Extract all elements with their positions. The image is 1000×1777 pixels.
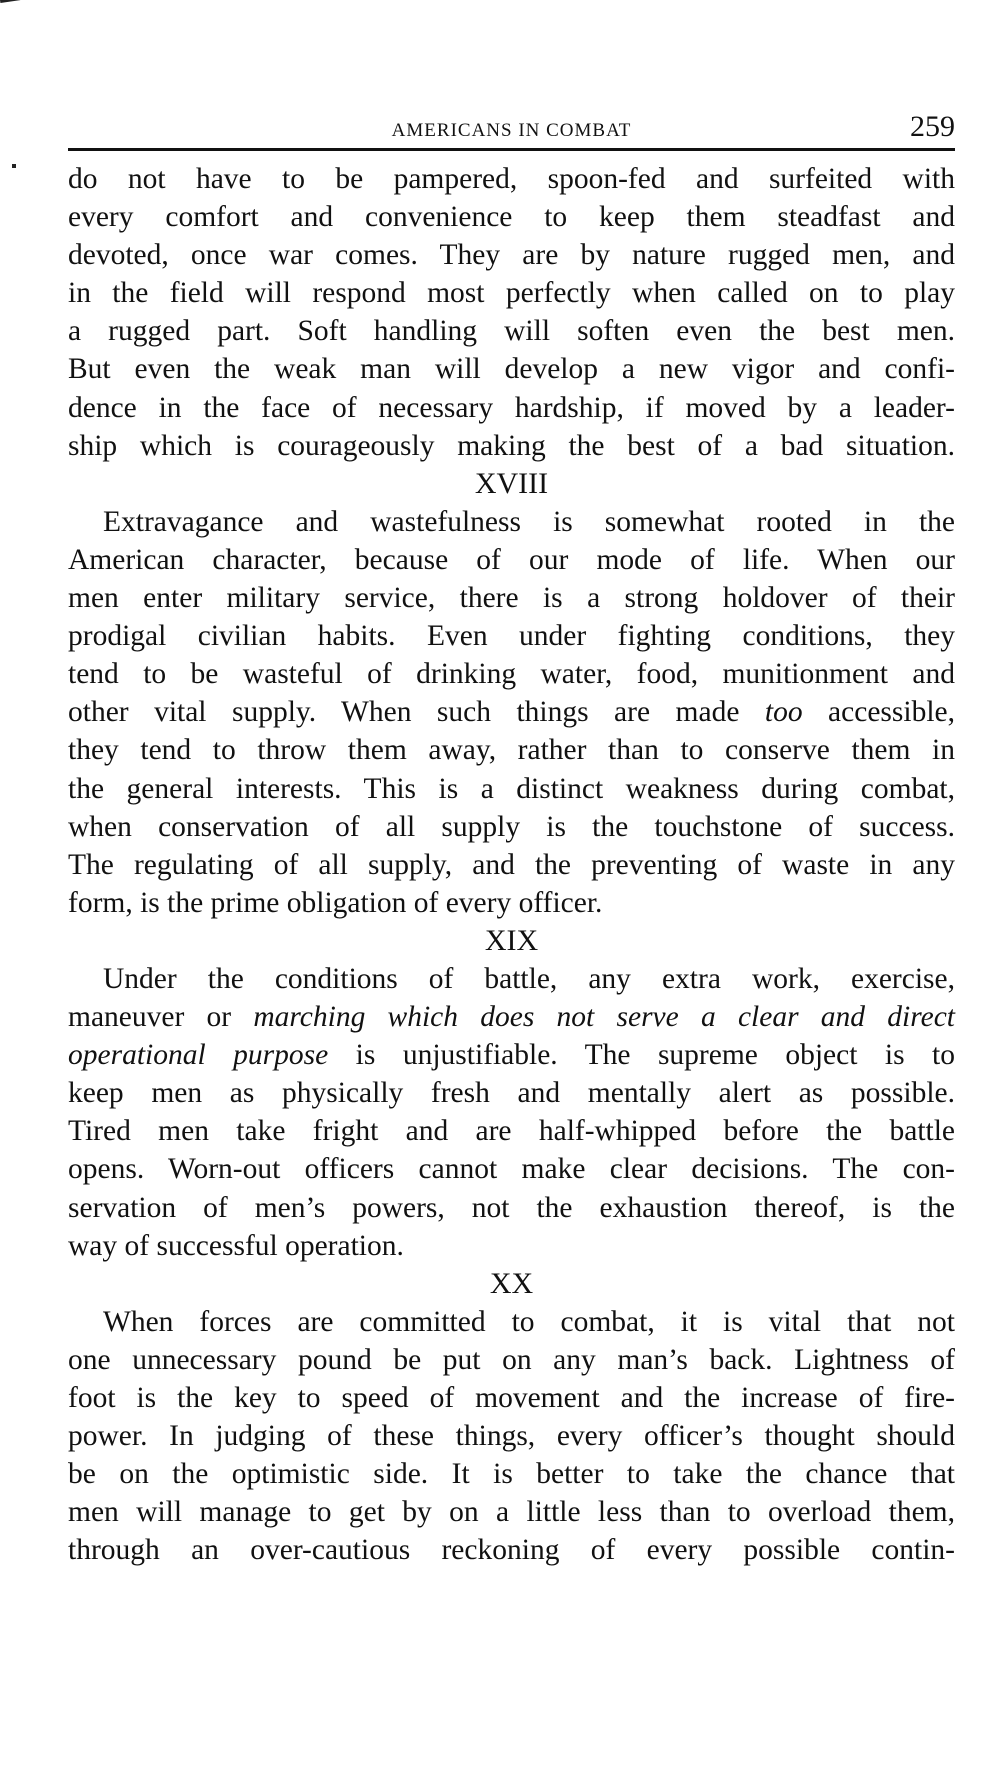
- text-line: do not have to be pampered, spoon-fed and surfeited with: [68, 163, 955, 195]
- section-paragraph-xix: [68, 960, 955, 1265]
- text-line: they tend to throw them away, rather than to conserve them in: [68, 734, 955, 767]
- text-line: keep men as physically fresh and mentally alert as possible.: [68, 1077, 955, 1110]
- page-body: [68, 160, 955, 1569]
- emphasis: operational purpose: [68, 1039, 329, 1072]
- section-paragraph-xx: [68, 1303, 955, 1570]
- text-line: Extravagance and wastefulness is somewhat rooted in the: [103, 505, 955, 538]
- section-heading-xx: XX: [489, 1266, 534, 1300]
- text-line: one unnecessary pound be put on any man’s back. Lightness of: [68, 1343, 955, 1376]
- text-line: prodigal civilian habits. Even under fighting conditions, they: [68, 620, 955, 653]
- section-heading-xix: XIX: [484, 923, 539, 957]
- text-run: other vital supply. When such things are made: [68, 696, 765, 729]
- text-line: Tired men take fright and are half-whipped before the battle: [68, 1115, 955, 1148]
- text-line: in the field will respond most perfectly when called on to play: [68, 277, 955, 310]
- text-line: be on the optimistic side. It is better to take the chance that: [68, 1458, 955, 1491]
- text-line: when conservation of all supply is the touchstone of success.: [68, 810, 955, 843]
- running-title: AMERICANS IN COMBAT: [391, 120, 632, 141]
- text-line: tend to be wasteful of drinking water, food, munitionment and: [68, 658, 955, 691]
- text-line: The regulating of all supply, and the preventing of waste in any: [68, 848, 955, 881]
- continuation-paragraph: [68, 160, 955, 465]
- scan-corner-mark: [0, 0, 20, 3]
- running-head: [68, 108, 955, 151]
- text-line: men enter military service, there is a strong holdover of their: [68, 582, 955, 615]
- text-line: way of successful operation.: [68, 1229, 404, 1262]
- text-line: dence in the face of necessary hardship, if moved by a leader-: [68, 391, 955, 424]
- text-line: every comfort and convenience to keep them steadfast and: [68, 201, 955, 234]
- text-line: devoted, once war comes. They are by nature rugged men, and: [68, 239, 955, 272]
- text-line: When forces are committed to combat, it is vital that not: [103, 1305, 955, 1338]
- text-line: servation of men’s powers, not the exhaustion thereof, is the: [68, 1191, 955, 1224]
- text-line: power. In judging of these things, every officer’s thought should: [68, 1420, 955, 1453]
- text-line: Under the conditions of battle, any extra work, exercise,: [103, 962, 955, 995]
- text-line: foot is the key to speed of movement and the increase of fire-: [68, 1382, 955, 1414]
- text-line: American character, because of our mode of life. When our: [68, 543, 955, 576]
- page-number: 259: [910, 110, 955, 143]
- text-run: is unjustifiable. The supreme object is to: [328, 1039, 956, 1072]
- scan-speck: [12, 164, 16, 168]
- text-line: men will manage to get by on a little less than to overload them,: [68, 1496, 955, 1529]
- text-line: form, is the prime obligation of every officer.: [68, 886, 603, 919]
- text-line-with-emphasis: [68, 693, 955, 731]
- text-line-with-emphasis: [68, 998, 955, 1036]
- text-line: through an over-cautious reckoning of every possible contin-: [68, 1534, 955, 1567]
- section-paragraph-xviii: [68, 503, 955, 922]
- text-line: ship which is courageously making the best of a bad situation.: [68, 429, 955, 462]
- emphasis: marching which does not serve a clear and direct: [253, 1001, 955, 1034]
- emphasis: too: [764, 696, 803, 729]
- text-run: maneuver or: [68, 1001, 254, 1034]
- section-heading-xviii: XVIII: [474, 466, 549, 500]
- text-line-with-emphasis: [68, 1036, 955, 1074]
- text-run: accessible,: [802, 696, 955, 729]
- text-line: But even the weak man will develop a new vigor and confi-: [68, 353, 955, 386]
- text-line: opens. Worn-out officers cannot make clear decisions. The con-: [68, 1153, 955, 1186]
- text-line: a rugged part. Soft handling will soften even the best men.: [68, 315, 955, 348]
- text-line: the general interests. This is a distinct weakness during combat,: [68, 772, 955, 805]
